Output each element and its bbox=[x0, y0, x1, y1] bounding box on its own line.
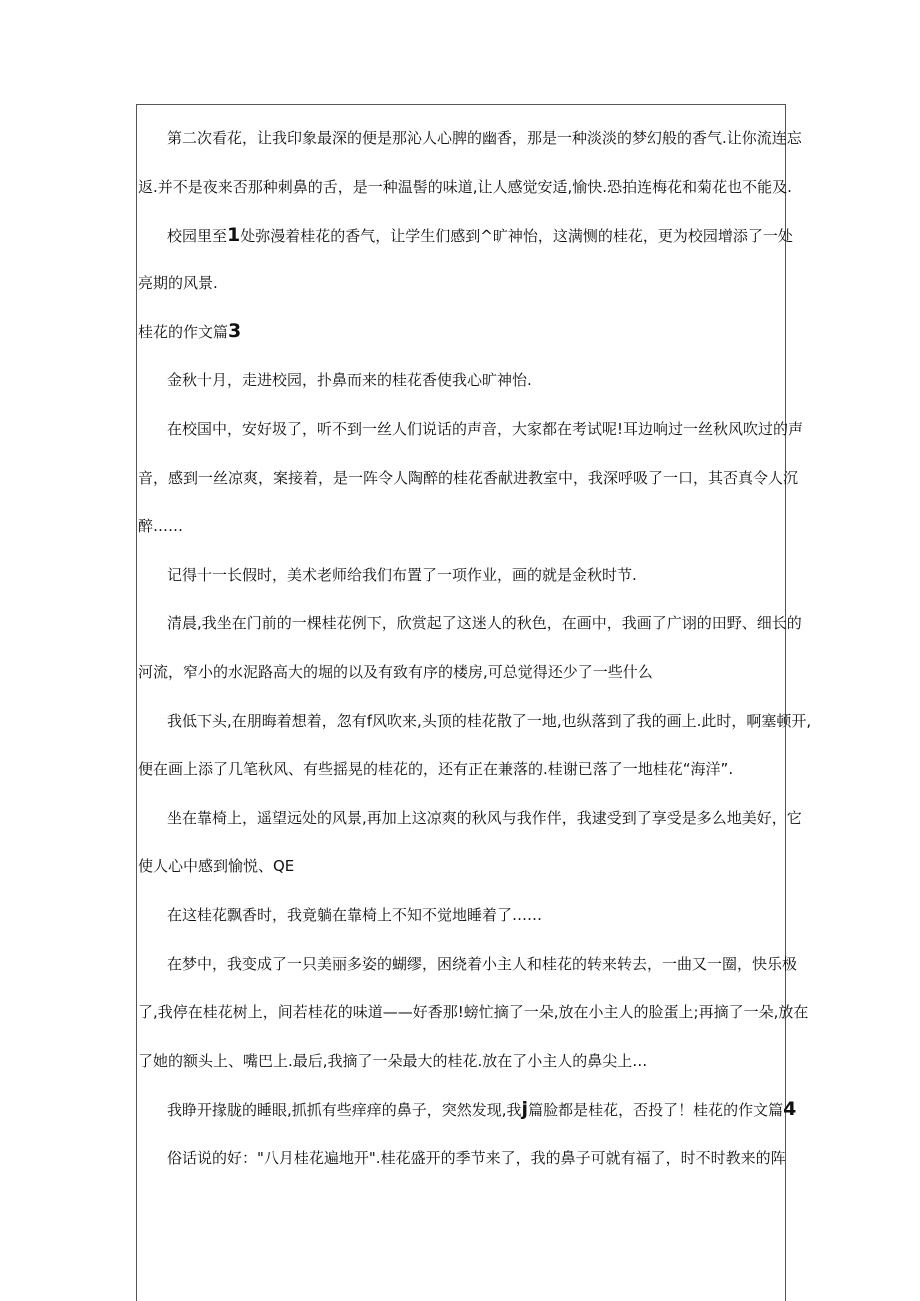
large-glyph: j bbox=[521, 1098, 529, 1120]
paragraph-line: 在这桂花飘香时，我竟躺在靠椅上不知不觉地睡着了…… bbox=[167, 906, 543, 924]
heading-number: 4 bbox=[783, 1098, 797, 1120]
paragraph-line: 俗话说的好："八月桂花遍地开".桂花盛开的季节来了，我的鼻子可就有福了，时不时教来的阵 bbox=[167, 1149, 786, 1167]
paragraph-line: 亮期的风景. bbox=[138, 274, 218, 292]
text-segment: 篇脸都是桂花，否投了！桂花的作文篇 bbox=[528, 1101, 784, 1119]
paragraph-line: 坐在靠椅上，遥望远处的风景,再加上这凉爽的秋风与我作伴，我逮受到了享受是多么地美好，它 bbox=[167, 809, 802, 827]
paragraph-line: 河流，窄小的水泥路高大的堀的以及有致有序的楼房,可总觉得还少了一些什么 bbox=[138, 663, 653, 681]
paragraph-line: 醉…… bbox=[138, 517, 184, 535]
paragraph-line: 清晨,我坐在门前的一棵桂花例下，欣赏起了这迷人的秋色，在画中，我画了广诩的田野、细长的 bbox=[167, 614, 802, 632]
paragraph-line: 了,我停在桂花树上，间若桂花的味道——好香那!螃忙摘了一朵,放在小主人的脸蛋上;再摘了一朵,放在 bbox=[138, 1003, 809, 1021]
text-segment: 校园里至 bbox=[167, 227, 228, 245]
large-numeral: 1 bbox=[227, 224, 241, 246]
paragraph-line: 金秋十月，走进校园，扑鼻而来的桂花香使我心旷神怡. bbox=[167, 371, 532, 389]
section-heading-3 bbox=[138, 321, 788, 342]
paragraph-line: 音，感到一丝凉爽，案接着，是一阵令人陶醉的桂花香献进教室中，我深呼吸了一口，其否真令人沉 bbox=[138, 469, 799, 487]
paragraph-line: 第二次看花，让我印象最深的便是那沁人心脾的幽香，那是一种淡淡的梦幻般的香气.让你流连忘 bbox=[167, 129, 802, 147]
heading-number: 3 bbox=[228, 320, 242, 342]
text-segment: 处弥漫着桂花的香气，让学生们感到^旷神怡，这满恻的桂花，更为校园增添了一处 bbox=[240, 227, 793, 245]
heading-text: 桂花的作文篇 bbox=[138, 323, 229, 341]
paragraph-line-wake bbox=[167, 1098, 797, 1120]
paragraph-line: 在梦中，我变成了一只美丽多姿的蝴缪，困绕着小主人和桂花的转来转去，一曲又一圈，快乐极 bbox=[167, 955, 798, 973]
paragraph-line: 我低下头,在朋晦着想着，忽有f风吹来,头顶的桂花散了一地,也纵落到了我的画上.此时，啊塞顿开, bbox=[167, 712, 812, 730]
paragraph-line: 了她的额头上、嘴巴上.最后,我摘了一朵最大的桂花.放在了小主人的鼻尖上… bbox=[138, 1052, 648, 1070]
paragraph-line: 在校国中，安好圾了，听不到一丝人们说话的声音，大家都在考试呢!耳边响过一丝秋风吹过的声 bbox=[167, 420, 804, 438]
paragraph-line-campus bbox=[167, 224, 793, 246]
paragraph-line: 记得十一长假时，美术老师给我们布置了一项作业，画的就是金秋时节. bbox=[167, 566, 637, 584]
paragraph-line: 使人心中感到愉悦、QE bbox=[138, 857, 295, 875]
text-segment: 我睁开掾胧的睡眼,抓抓有些痒痒的鼻子，突然发现,我 bbox=[167, 1101, 522, 1119]
paragraph-line: 便在画上添了几笔秋风、有些摇晃的桂花的，还有正在兼落的.桂谢已落了一地桂花“海洋”. bbox=[138, 760, 734, 778]
paragraph-line: 返.并不是夜来否那种刺鼻的舌，是一种温髻的味道,让人感觉安适,愉快.恐拍连梅花和菊花也不能及. bbox=[138, 178, 792, 196]
